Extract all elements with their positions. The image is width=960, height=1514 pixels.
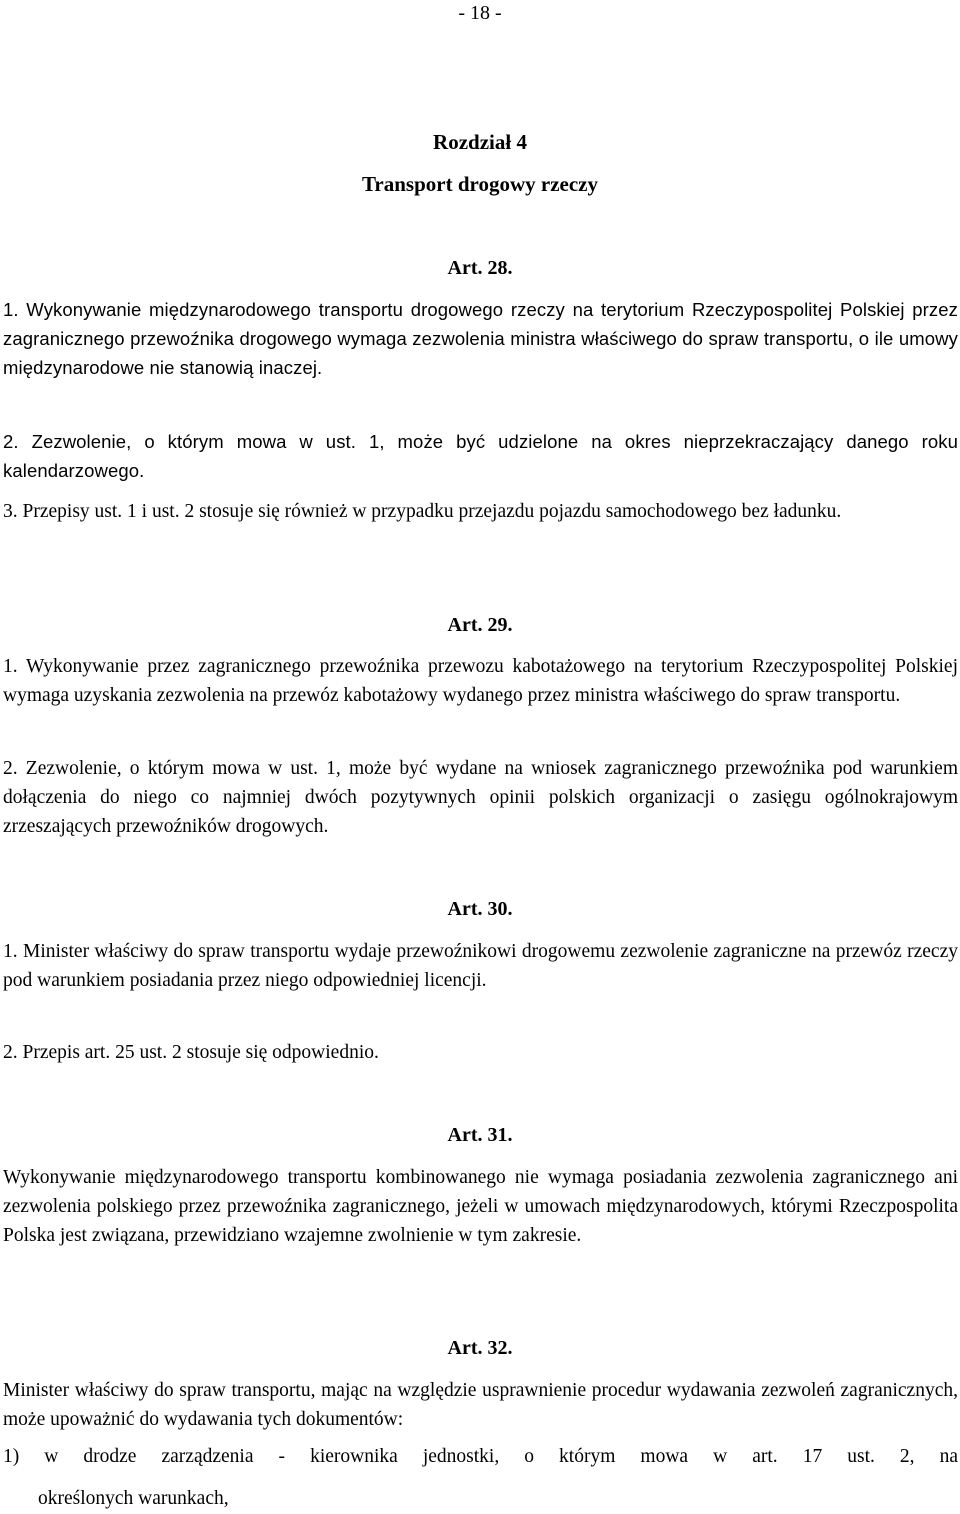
article-28-heading: Art. 28. (447, 257, 513, 279)
article-32-item-1-line-2: określonych warunkach, (38, 1488, 229, 1509)
article-32-heading: Art. 32. (447, 1337, 513, 1359)
article-28-paragraph-3: 3. Przepisy ust. 1 i ust. 2 stosuje się również w przypadku przejazdu pojazdu samochodowego bez ładunku. (3, 501, 842, 522)
article-31-heading: Art. 31. (447, 1124, 513, 1146)
article-31-paragraph: Wykonywanie międzynarodowego transportu kombinowanego nie wymaga posiadania zezwolenia zagranicznego ani zezwolenia polskiego przez przewoźnika zagranicznego, jeżeli w umowach międzynarodowych, którymi Rzeczpospolita Polska jest związana, przewidziano wzajemne zwolnienie w tym zakresie. (3, 1167, 958, 1246)
article-30-heading: Art. 30. (447, 898, 513, 920)
article-29-paragraph-1: 1. Wykonywanie przez zagranicznego przewoźnika przewozu kabotażowego na terytorium Rzeczypospolitej Polskiej wymaga uzyskania zezwolenia na przewóz kabotażowy wydanego przez ministra właściwego do spraw transportu. (3, 656, 958, 706)
page-number: - 18 - (458, 2, 502, 24)
chapter-title: Transport drogowy rzeczy (361, 172, 598, 196)
article-29-paragraph-2: 2. Zezwolenie, o którym mowa w ust. 1, może być wydane na wniosek zagranicznego przewoźnika pod warunkiem dołączenia do niego co najmniej dwóch pozytywnych opinii polskich organizacji o zasięgu ogólnokrajowym zrzeszających przewoźników drogowych. (3, 758, 958, 837)
chapter-number: Rozdział 4 (433, 130, 527, 154)
article-32-item-1-line-1: 1) w drodze zarządzenia - kierownika jednostki, o którym mowa w art. 17 ust. 2, na (3, 1446, 958, 1467)
article-30-paragraph-2: 2. Przepis art. 25 ust. 2 stosuje się odpowiednio. (3, 1042, 379, 1063)
article-28-paragraph-1: 1. Wykonywanie międzynarodowego transportu drogowego rzeczy na terytorium Rzeczypospolitej Polskiej przez zagranicznego przewoźnika drogowego wymaga zezwolenia ministra właściwego do spraw transportu, o ile umowy międzynarodowe nie stanowią inaczej. (3, 299, 958, 378)
article-32-paragraph: Minister właściwy do spraw transportu, mając na względzie usprawnienie procedur wydawania zezwoleń zagranicznych, może upoważnić do wydawania tych dokumentów: (3, 1380, 958, 1430)
article-28-paragraph-2: 2. Zezwolenie, o którym mowa w ust. 1, może być udzielone na okres nieprzekraczający danego roku kalendarzowego. (3, 431, 958, 481)
article-29-heading: Art. 29. (447, 614, 513, 636)
article-30-paragraph-1: 1. Minister właściwy do spraw transportu wydaje przewoźnikowi drogowemu zezwolenie zagraniczne na przewóz rzeczy pod warunkiem posiadania przez niego odpowiedniej licencji. (3, 941, 958, 991)
